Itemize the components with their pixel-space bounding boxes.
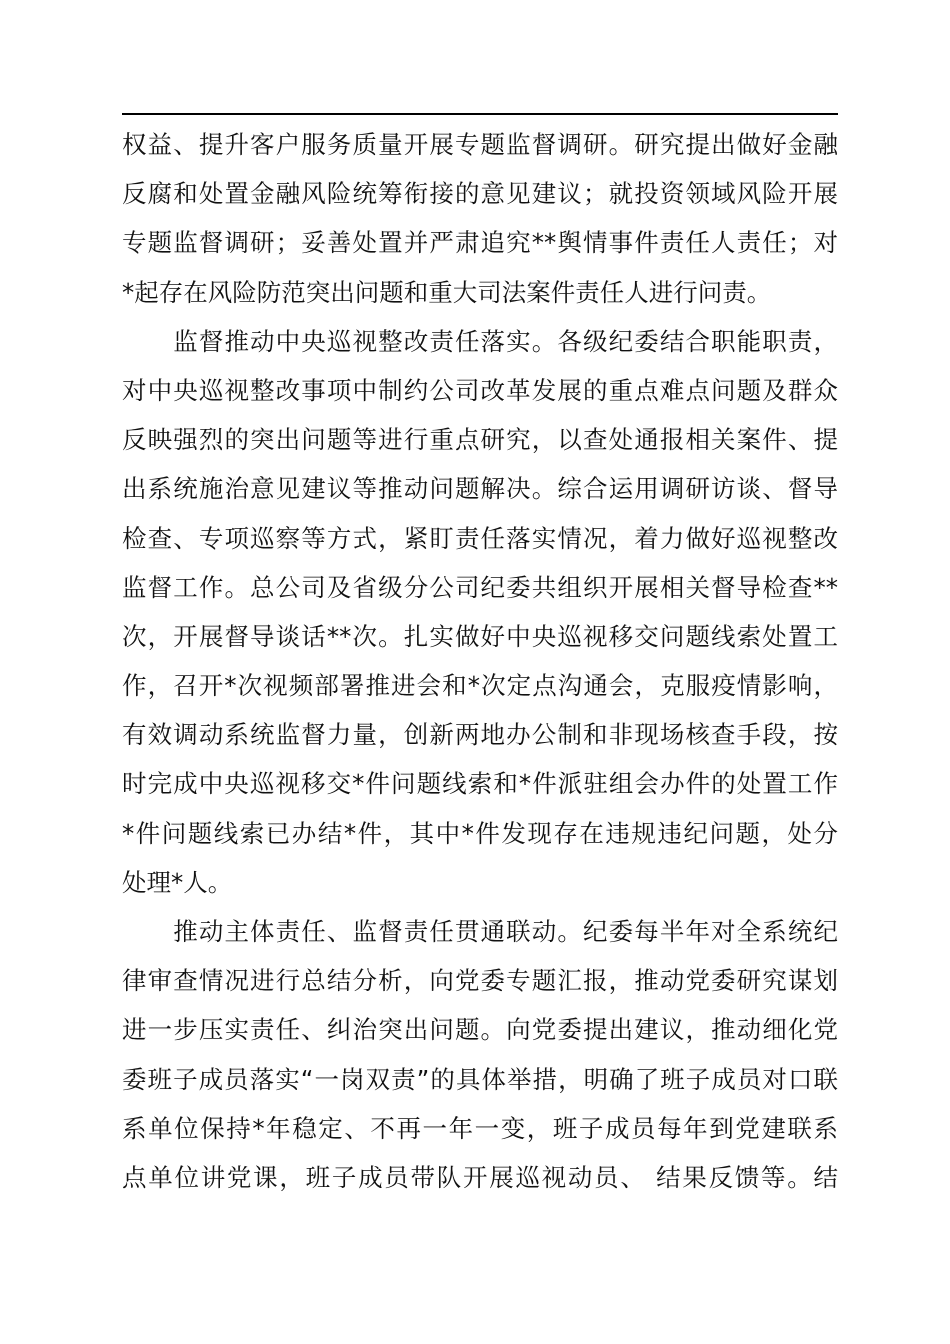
text-line: 推动主体责任、监督责任贯通联动。纪委每半年对全系统纪 [122,917,838,946]
text-line: 专题监督调研；妥善处置并严肃追究**舆情事件责任人责任；对 [122,228,838,258]
text-line: 处理*人。 [122,867,233,897]
text-line: 对中央巡视整改事项中制约公司改革发展的重点难点问题及群众 [122,375,838,405]
document-body [122,120,838,1202]
text-line: 点单位讲党课，班子成员带队开展巡视动员、 结果反馈等。结 [122,1162,838,1192]
text-line: 次，开展督导谈话**次。扎实做好中央巡视移交问题线索处置工 [122,621,838,651]
text-line: 有效调动系统监督力量，创新两地办公制和非现场核查手段，按 [122,720,838,750]
text-line: 作，召开*次视频部署推进会和*次定点沟通会，克服疫情影响， [122,671,838,701]
text-line: 监督推动中央巡视整改责任落实。各级纪委结合职能职责， [122,326,838,356]
text-line: 监督工作。总公司及省级分公司纪委共组织开展相关督导检查** [122,572,838,602]
text-line: 反腐和处置金融风险统筹衔接的意见建议；就投资领域风险开展 [122,179,838,209]
text-line: 系单位保持*年稳定、不再一年一变，班子成员每年到党建联系 [122,1113,838,1143]
text-line: 反映强烈的突出问题等进行重点研究，以查处通报相关案件、提 [122,425,838,455]
text-line: 检查、专项巡察等方式，紧盯责任落实情况，着力做好巡视整改 [122,523,838,553]
text-line: 律审查情况进行总结分析，向党委专题汇报，推动党委研究谋划 [122,966,838,996]
text-line: *件问题线索已办结*件，其中*件发现存在违规违纪问题，处分 [122,818,838,848]
text-line: 委班子成员落实“一岗双责”的具体举措，明确了班子成员对口联 [122,1064,838,1094]
text-line: 权益、提升客户服务质量开展专题监督调研。研究提出做好金融 [122,130,838,159]
header-rule [122,113,838,115]
text-line: *起存在风险防范突出问题和重大司法案件责任人进行问责。 [122,277,772,307]
text-line: 时完成中央巡视移交*件问题线索和*件派驻组会办件的处置工作 [122,769,838,799]
text-line: 出系统施治意见建议等推动问题解决。综合运用调研访谈、督导 [122,474,838,504]
text-line: 进一步压实责任、纠治突出问题。向党委提出建议，推动细化党 [122,1015,838,1045]
